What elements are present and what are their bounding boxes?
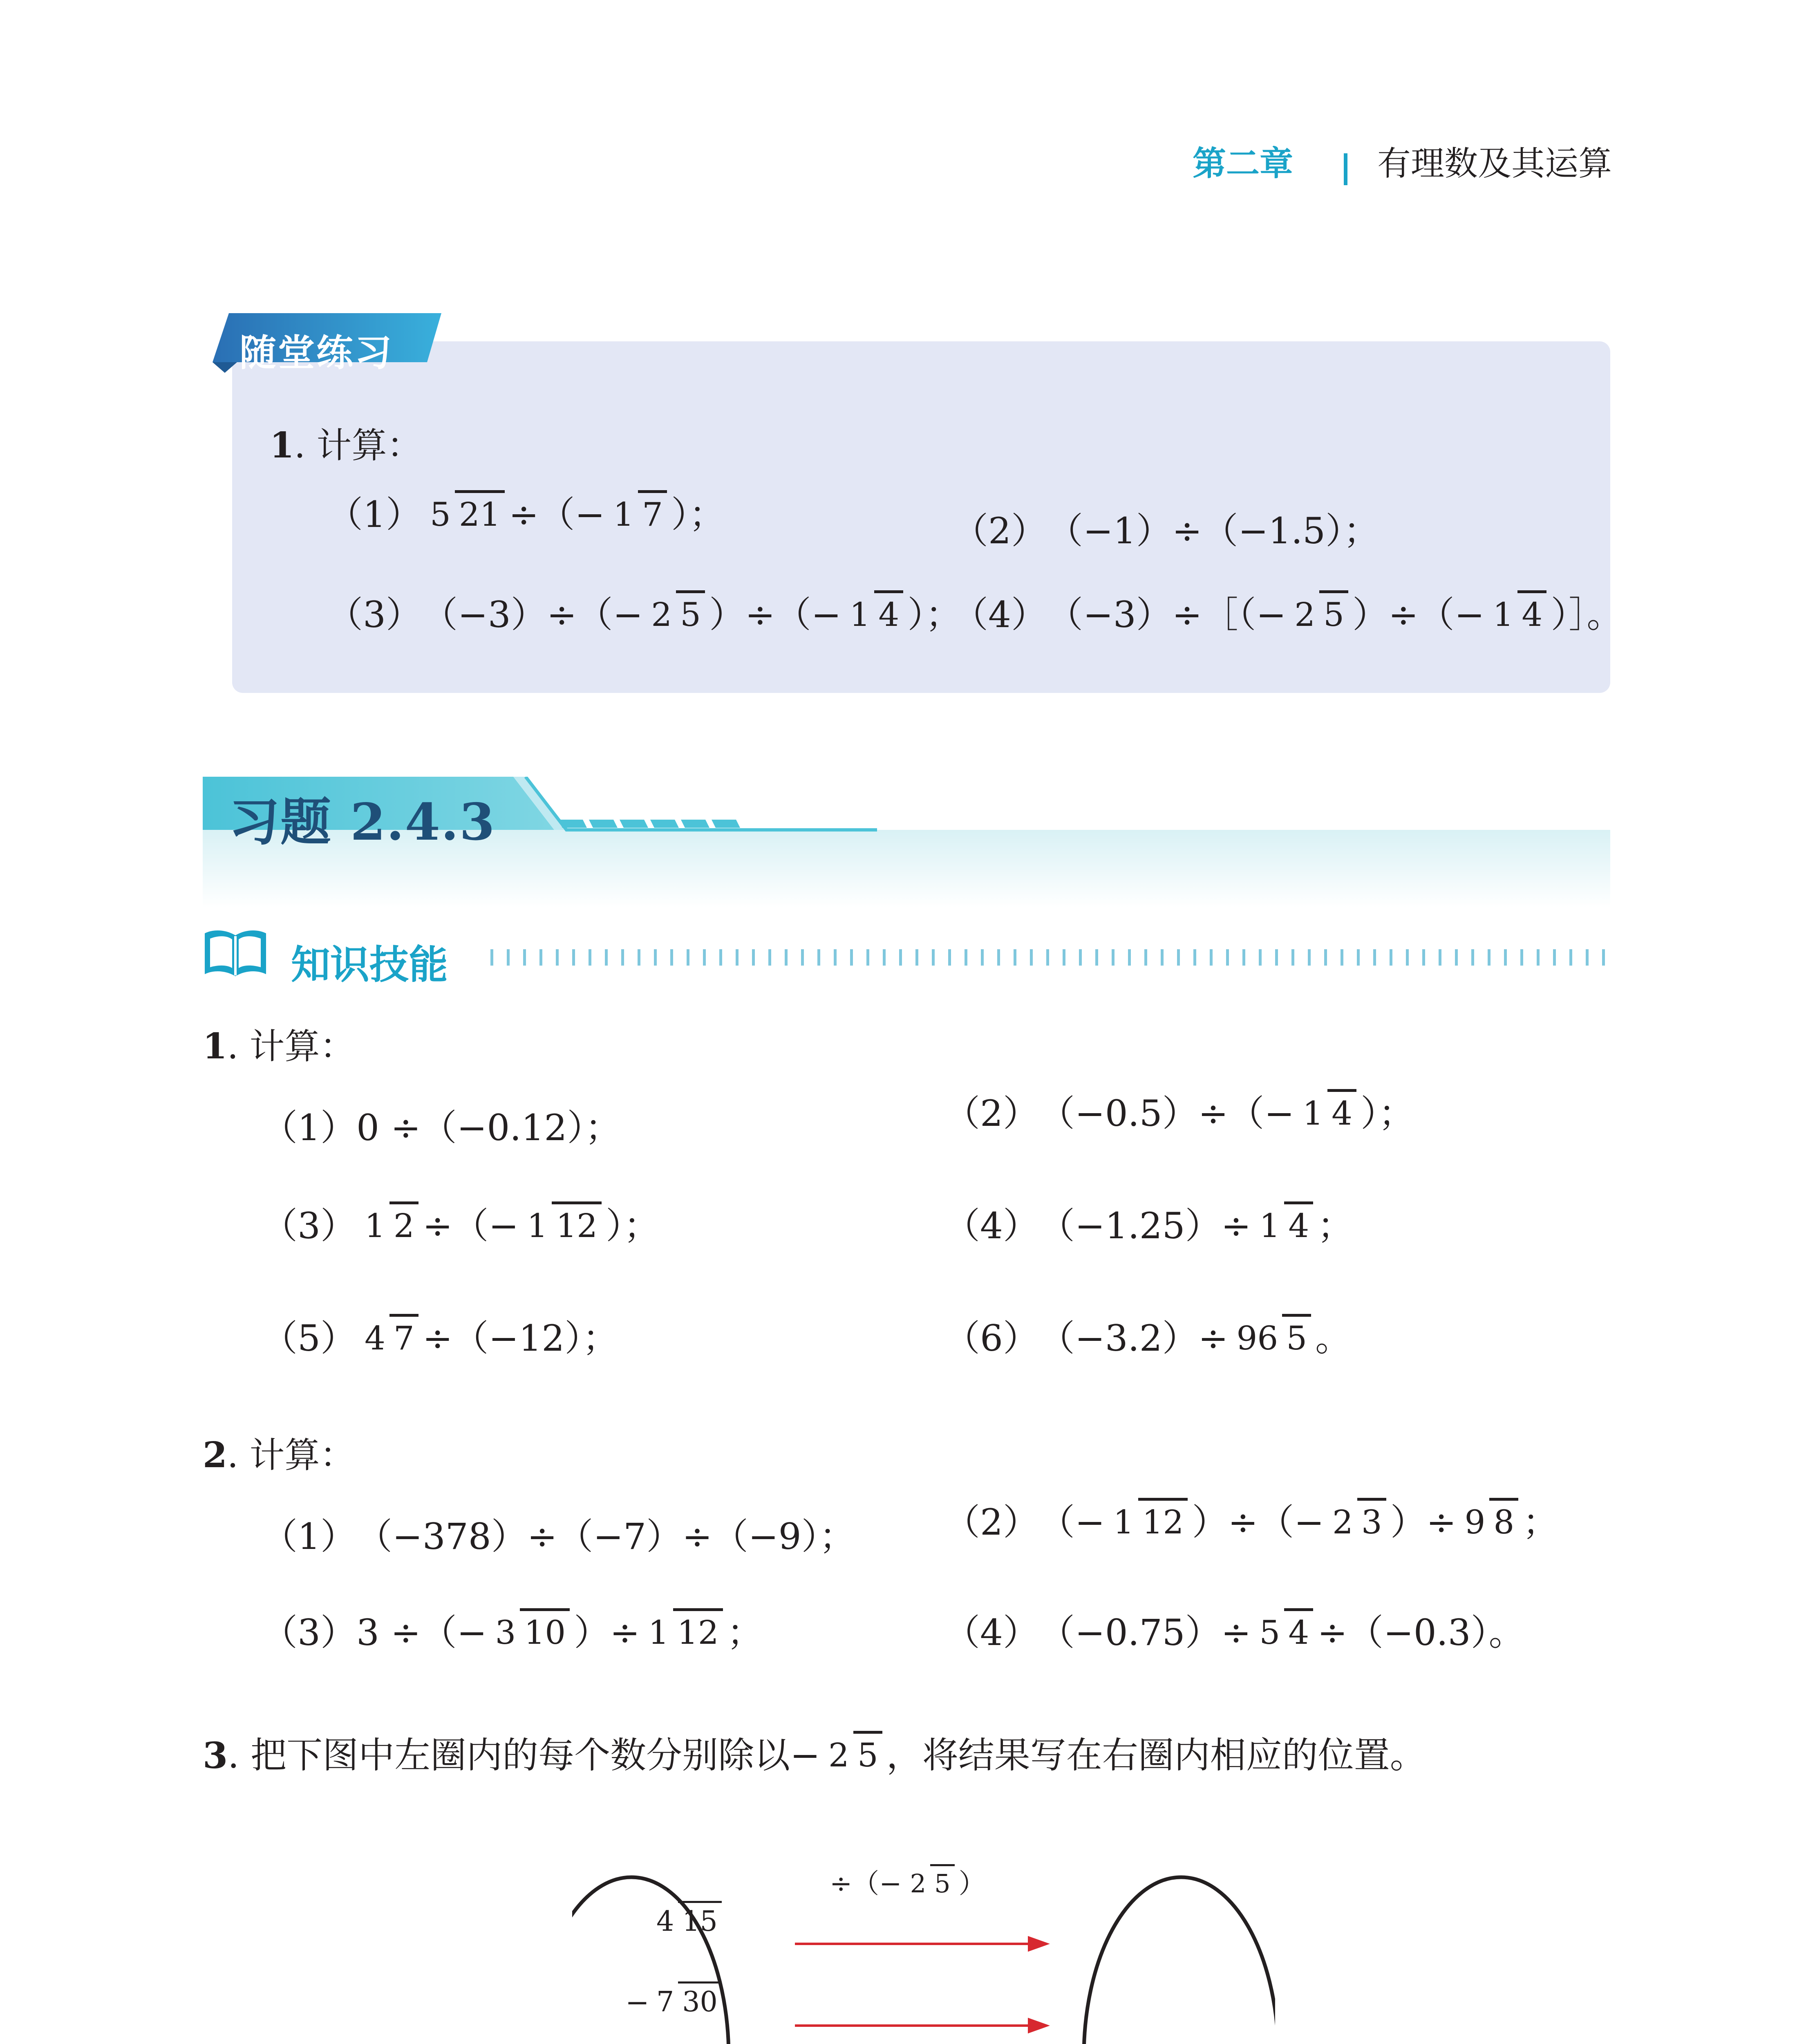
ex1-item-1: （1） 0 ÷（−0.12）； bbox=[262, 1107, 621, 1149]
ex1-item-6: （6） （−3.2）÷ 96 5 。 bbox=[944, 1320, 1351, 1356]
ex2-item-1: （1） （−378）÷（−7）÷（−9）； bbox=[262, 1515, 855, 1558]
operator-label: ÷（− 2 5 ） bbox=[830, 1870, 986, 1897]
chapter-label: 第二章 bbox=[1193, 144, 1294, 183]
exercise-title: 习题 2.4.3 bbox=[229, 793, 496, 852]
ex2-item-3: （3） 3 ÷（− 3 10 ）÷ 1 12 ； bbox=[262, 1615, 763, 1651]
exercise-q2: 2. 计算： bbox=[203, 1434, 355, 1476]
ex1-item-3: （3） 1 2 ÷（− 1 12 ）； bbox=[262, 1208, 660, 1244]
left-value-2: − 7 30 bbox=[625, 1988, 726, 2017]
right-ellipse bbox=[1084, 1877, 1275, 2044]
practice-item-4: （4） （−3）÷［（− 2 5 ）÷（− 1 4 ）］。 bbox=[952, 597, 1623, 633]
practice-item-3: （3） （−3）÷（− 2 5 ）÷（− 1 4 ）； bbox=[327, 597, 961, 633]
exercise-q1: 1. 计算： bbox=[203, 1026, 355, 1067]
practice-q1: 1. 计算： bbox=[270, 425, 422, 466]
left-value-1: 4 15 bbox=[625, 1907, 726, 1936]
practice-tag: 随堂练习 bbox=[239, 332, 393, 374]
section-knowledge-skill: 知识技能 bbox=[291, 942, 448, 988]
practice-item-1: （1） 5 21 ÷（− 1 7 ）； bbox=[327, 497, 725, 533]
exercise-q3: 3 . 把下图中左圈内的每个数分别除以− 2 5 ，将结果写在右圈内相应的位置。 bbox=[203, 1737, 1426, 1773]
section-dotted-rule bbox=[490, 949, 1610, 966]
chapter-title: 有理数及其运算 bbox=[1377, 144, 1612, 183]
ex2-item-4: （4） （−0.75）÷ 5 4 ÷（−0.3）。 bbox=[944, 1615, 1525, 1651]
ex1-item-5: （5） 4 7 ÷（−12）； bbox=[262, 1320, 618, 1356]
header-divider bbox=[1344, 153, 1347, 185]
ex1-item-4: （4） （−1.25）÷ 1 4 ； bbox=[944, 1208, 1353, 1244]
book-icon bbox=[203, 927, 268, 980]
ex2-item-2: （2） （− 1 12 ）÷（− 2 3 ）÷ 9 8 ； bbox=[944, 1504, 1558, 1540]
practice-item-2: （2） （−1）÷（−1.5）； bbox=[952, 510, 1380, 552]
ex1-item-2: （2） （−0.5）÷（− 1 4 ）； bbox=[944, 1096, 1414, 1132]
